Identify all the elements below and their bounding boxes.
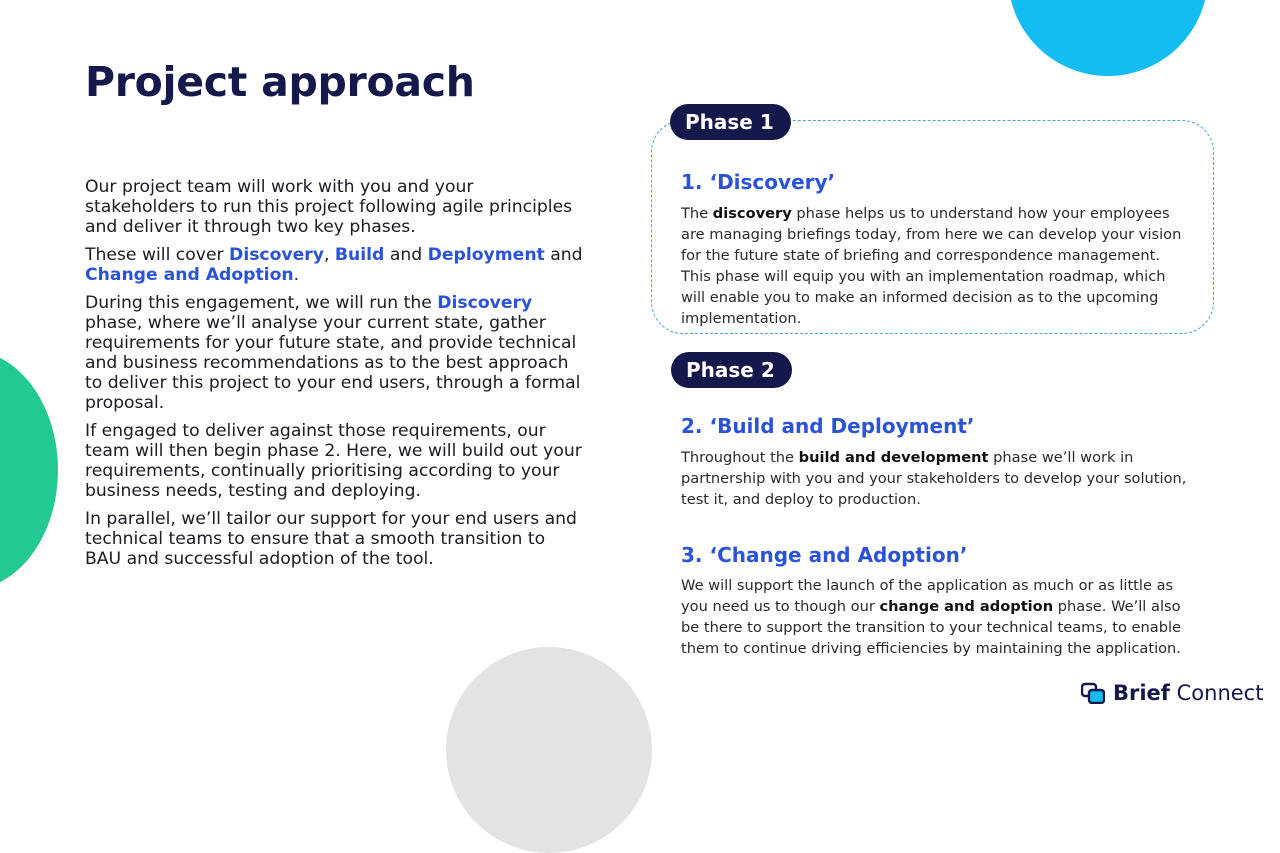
highlight-change-adoption: Change and Adoption (85, 265, 294, 285)
decorative-circle-grey (446, 647, 652, 853)
build-deployment-heading: 2. ‘Build and Deployment’ (681, 414, 975, 438)
intro-paragraph-5: In parallel, we’ll tailor our support for your end users and technical teams to ensure that a smooth transition to BAU and successful adoption of the tool. (85, 509, 577, 569)
intro-paragraph-3 (85, 293, 585, 413)
text-span: The (681, 205, 713, 222)
intro-paragraph-4: If engaged to deliver against those requirements, our team will then begin phase 2. Here, we will build out your requirements, continually prioritising according to your business needs, testing and deploying. (85, 421, 582, 501)
build-deployment-description (681, 447, 1193, 510)
text-span: These will cover (85, 245, 230, 265)
intro-paragraph-2 (85, 245, 585, 285)
text-span: and (384, 245, 428, 265)
highlight-build: Build (334, 245, 385, 265)
brief-connect-logo (1081, 680, 1263, 706)
bold-text: build and development (798, 449, 989, 466)
text-span: phase we’ll work in partnership with you and your stakeholders to develop your solution, test it, and deploy to production. (681, 449, 1187, 508)
logo-word-connect: Connect (1169, 681, 1264, 705)
intro-text (85, 177, 585, 577)
text-span: We will support the launch of the application as much or as little as you need us to though our (681, 577, 1174, 615)
discovery-heading: 1. ‘Discovery’ (681, 170, 836, 194)
brief-connect-logo-icon (1081, 682, 1105, 704)
text-span: During this engagement, we will run the (85, 293, 438, 313)
text-span: . (293, 265, 300, 285)
highlight-discovery-2: Discovery (437, 293, 533, 313)
change-adoption-heading: 3. ‘Change and Adoption’ (681, 543, 968, 567)
phase-1-badge: Phase 1 (670, 104, 791, 140)
change-adoption-description (681, 575, 1193, 659)
text-span: and (544, 245, 583, 265)
discovery-description (681, 203, 1193, 329)
text-span: phase, where we’ll analyse your current state, gather requirements for your future state, and provide technical and business recommendations as to the best approach to deliver this project to your end users, through a formal proposal. (85, 313, 581, 413)
decorative-circle-blue (1008, 0, 1208, 76)
bold-text: change and adoption (879, 598, 1054, 615)
logo-text (1113, 681, 1263, 705)
logo-word-brief: Brief (1113, 681, 1170, 705)
phase-2-badge: Phase 2 (671, 352, 792, 388)
page-title: Project approach (85, 58, 475, 106)
text-span: phase. We’ll also be there to support the transition to your technical teams, to enable them to continue driving efficiencies by maintaining the application. (681, 598, 1182, 657)
text-span: Throughout the (681, 449, 799, 466)
decorative-circle-green (0, 350, 58, 590)
bold-text: discovery (712, 205, 792, 222)
highlight-discovery: Discovery (229, 245, 324, 265)
intro-paragraph-1: Our project team will work with you and your stakeholders to run this project following agile principles and deliver it through two key phases. (85, 177, 573, 237)
text-span: phase helps us to understand how your employees are managing briefings today, from here we can develop your vision for the future state of briefing and correspondence management. This phase will equip you with an implementation roadmap, which will enable you to make an informed decision as to the upcoming implementation. (681, 205, 1182, 327)
text-span: , (323, 245, 335, 265)
highlight-deployment: Deployment (427, 245, 545, 265)
